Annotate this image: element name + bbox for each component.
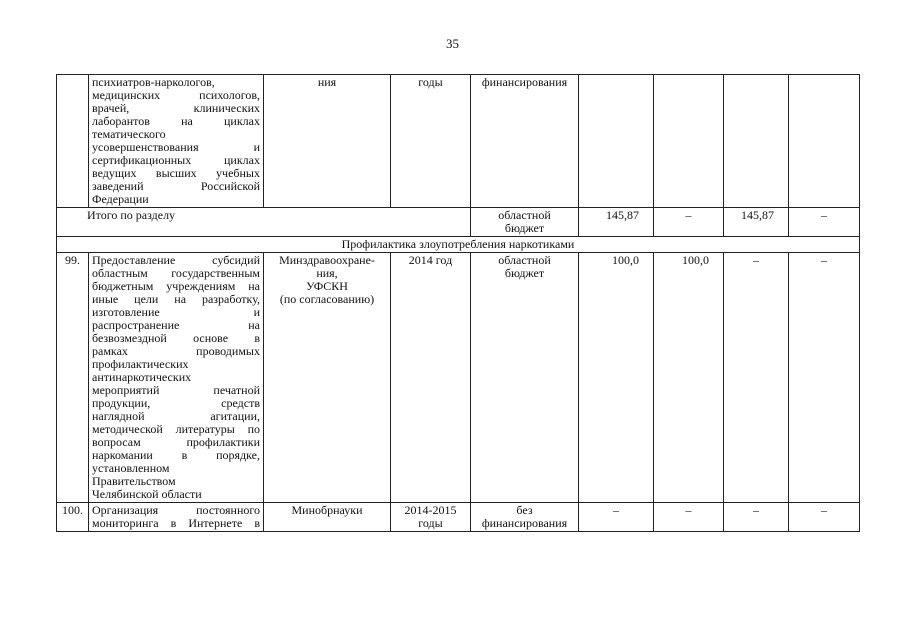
year-2015-cell: – [724, 503, 789, 532]
description-line: профилактических [92, 357, 189, 371]
section-header-row [57, 237, 860, 253]
page-number: 35 [446, 36, 459, 51]
source-cell: финансирования [471, 75, 579, 208]
description-line: рамках проводимых [92, 344, 260, 358]
description-text [92, 504, 260, 530]
description-cell [89, 503, 264, 532]
source-line: областной [498, 208, 551, 222]
year-2014-cell [654, 75, 724, 208]
description-line: врачей, клинических [92, 101, 260, 115]
description-cell [89, 253, 264, 503]
source-line: областной [498, 253, 551, 267]
description-line: антинаркотических [92, 370, 192, 384]
section-total-label: Итого по разделу [57, 208, 471, 237]
year-2015-cell [724, 75, 789, 208]
year-2015-cell: 145,87 [724, 208, 789, 237]
table-row [57, 503, 860, 532]
total-cell: 145,87 [579, 208, 654, 237]
total-cell: – [579, 503, 654, 532]
source-line: финансирования [481, 516, 568, 530]
row-number-cell [57, 75, 89, 208]
description-text [92, 254, 260, 501]
description-line: Организация постоянного [92, 503, 260, 517]
year-2015-cell: – [724, 253, 789, 503]
description-line: тематического [92, 127, 166, 141]
total-cell: 100,0 [579, 253, 654, 503]
executor-cell: ния [264, 75, 391, 208]
description-line: сертификационных циклах [92, 153, 260, 167]
description-line: изготовление и [92, 305, 260, 319]
section-total-row [57, 208, 860, 237]
description-line: безвозмездной основе в [92, 331, 260, 345]
table-row [57, 75, 860, 208]
description-line: иные цели на разработку, [92, 292, 260, 306]
description-line: ведущих высших учебных [92, 166, 260, 180]
source-cell [471, 253, 579, 503]
table-row [57, 253, 860, 503]
executor-cell: Минобрнауки [264, 503, 391, 532]
year-2014-cell: – [654, 503, 724, 532]
row-number-cell: 100. [57, 503, 89, 532]
executor-line: Минздравоохране- [279, 253, 375, 267]
description-cell [89, 75, 264, 208]
period-line: годы [418, 516, 443, 530]
source-cell [471, 503, 579, 532]
description-line: распространение на [92, 318, 260, 332]
total-cell [579, 75, 654, 208]
description-line: психиатров-наркологов, [92, 75, 215, 89]
row-number-cell: 99. [57, 253, 89, 503]
year-2016-cell: – [789, 253, 860, 503]
description-line: продукции, средств [92, 396, 260, 410]
description-line: Федерации [92, 192, 149, 206]
description-line: наркомании в порядке, [92, 448, 260, 462]
description-line: методической литературы по [92, 422, 260, 436]
executor-line: УФСКН [306, 279, 348, 293]
executor-line: ния, [316, 266, 338, 280]
description-line: установленном [92, 461, 170, 475]
source-line: без [516, 503, 533, 517]
description-line: наглядной агитации, [92, 409, 260, 423]
executor-line: (по согласованию) [279, 292, 375, 306]
year-2016-cell [789, 75, 860, 208]
description-line: медицинских психологов, [92, 88, 260, 102]
description-line: вопросам профилактики [92, 435, 260, 449]
year-2016-cell: – [789, 503, 860, 532]
source-cell [471, 208, 579, 237]
year-2014-cell: 100,0 [654, 253, 724, 503]
year-2016-cell: – [789, 208, 860, 237]
measures-table [56, 74, 860, 532]
description-line: усовершенствования и [92, 140, 260, 154]
source-line: бюджет [504, 266, 545, 280]
description-line: бюджетным учреждениям на [92, 279, 260, 293]
section-title: Профилактика злоупотребления наркотиками [57, 237, 860, 253]
period-line: 2014-2015 [404, 503, 457, 517]
executor-cell [264, 253, 391, 503]
description-text [92, 76, 260, 206]
description-line: Предоставление субсидий [92, 253, 260, 267]
description-line: Правительством [92, 474, 176, 488]
description-line: мероприятий печатной [92, 383, 260, 397]
description-line: мониторинга в Интернете в [92, 516, 260, 530]
description-line: заведений Российской [92, 179, 260, 193]
period-cell [391, 503, 471, 532]
description-line: лаборантов на циклах [92, 114, 260, 128]
source-line: бюджет [504, 221, 545, 235]
description-line: Челябинской области [92, 487, 202, 501]
period-cell: 2014 год [391, 253, 471, 503]
period-cell: годы [391, 75, 471, 208]
description-line: областным государственным [92, 266, 260, 280]
year-2014-cell: – [654, 208, 724, 237]
